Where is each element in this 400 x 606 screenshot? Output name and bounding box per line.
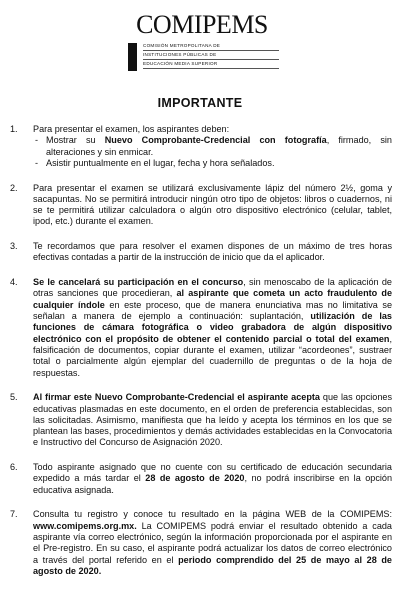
comipems-logo	[126, 11, 278, 75]
text-run: en este proceso, que de manera enunciativa mas no limitativa se señalan a manera de ejemplo a continuación: suplantación,	[33, 299, 393, 322]
bold-text-run: utilización de las funciones de cámara fotográfica o video grabadora de algún dispositivo electrónico con el propósito de obtener el contenido parcial o total del examen	[33, 311, 392, 344]
text-run: Consulta tu registro y conoce tu resultado en la página WEB de la COMIPEMS:	[33, 509, 392, 520]
page-title: IMPORTANTE	[157, 96, 243, 110]
item-number: 7.	[10, 509, 18, 520]
item-number: 1.	[10, 124, 18, 134]
text-run: Asistir puntualmente en el lugar, fecha y hora señalados.	[46, 157, 275, 168]
item-text	[33, 183, 392, 228]
text-run: Todo aspirante asignado que no cuente con su certificado de educación secundaria expedido a más tardar el	[33, 462, 392, 484]
instructions-list	[10, 124, 392, 591]
text-run: Para presentar el examen se utilizará exclusivamente lápiz del número 2½, goma y sacapuntas. No se permitirá introducir ningún otro tipo de objetos: libros o cuadernos, ni se te permitirá utilizar calculadora o algún otro dispositivo electrónico (celular, tablet, ipod, etc.) durante el examen.	[33, 182, 392, 227]
item-number: 3.	[10, 241, 18, 252]
text-run: Mostrar su	[46, 135, 105, 146]
bold-text-run: periodo comprendido del 25 de mayo al 28 de agosto de 2020.	[33, 554, 392, 576]
list-item	[10, 462, 392, 496]
text-run: La COMIPEMS podrá enviar el resultado obtenido a cada aspirante vía correo electrónico, según la información proporcionada por el aspirante en el Pre-registro. En su caso, el aspirante podrá actualizar los datos de correo electrónico a través del portal referido en el	[33, 520, 392, 565]
text-run: , firmado, sin alteraciones y sin enmicar.	[46, 135, 392, 157]
list-item	[10, 183, 392, 228]
list-item	[10, 124, 392, 169]
item-text	[33, 241, 392, 264]
item-text	[33, 277, 392, 379]
item-text	[33, 392, 392, 448]
list-item	[10, 277, 392, 379]
bold-text-run: Al firmar este Nuevo Comprobante-Credencial el aspirante acepta	[33, 392, 320, 403]
list-item	[10, 241, 392, 264]
bold-text-run: Se le cancelará su participación en el concurso	[33, 277, 244, 288]
item-number: 6.	[10, 462, 18, 473]
item-number: 5.	[10, 392, 18, 403]
bold-text-run: al aspirante que cometa un acto fraudulento de cualquier índole	[33, 288, 392, 310]
list-item	[10, 509, 392, 577]
sub-list-item	[33, 158, 392, 169]
bold-text-run: Nuevo Comprobante-Credencial con fotografía	[104, 135, 327, 146]
logo-subtitle-line: COMISIÓN METROPOLITANA DE	[143, 42, 279, 51]
logo-bar-mark	[128, 43, 137, 71]
text-run: , sin menoscabo de la aplicación de otras sanciones que procedieran,	[33, 277, 392, 299]
logo-subtitle-line: EDUCACIÓN MEDIA SUPERIOR	[143, 60, 279, 69]
sub-list-item	[33, 135, 392, 158]
item-text	[33, 462, 392, 496]
text-run: Te recordamos que para resolver el examen dispones de un máximo de tres horas efectivas contadas a partir de la instrucción de inicio que da el aplicador.	[33, 241, 392, 263]
logo-subtitle	[143, 42, 279, 69]
text-run: , no podrá inscribirse en la opción educativa asignada.	[33, 473, 393, 495]
list-item	[10, 392, 392, 448]
logo-subtitle-line: INSTITUCIONES PÚBLICAS DE	[143, 51, 279, 60]
item-text: Para presentar el examen, los aspirantes deben:	[33, 124, 230, 134]
logo-wordmark: COMIPEMS	[136, 10, 268, 39]
text-run: que las opciones educativas plasmadas en este documento, en el orden de preferencia establecidas, son las solicitadas. Asimismo, manifiesta que ha leído y acepta los términos en los que se plantean las bases, procedimientos y demás actividades establecidas en la Convocatoria e Instructivo del Concurso de Asignación 2020.	[33, 392, 393, 448]
text-run: , falsificación de documentos, copiar durante el examen, utilizar “acordeones”, sustraer total o parcialmente algún ejemplar del cuadernillo de preguntas o de la hoja de respuestas.	[33, 333, 392, 378]
sub-list	[33, 135, 392, 169]
bold-text-run: 28 de agosto de 2020	[145, 473, 245, 484]
item-text	[33, 509, 392, 577]
item-number: 2.	[10, 182, 18, 193]
bold-text-run: www.comipems.org.mx.	[33, 520, 137, 531]
item-number: 4.	[10, 277, 18, 288]
